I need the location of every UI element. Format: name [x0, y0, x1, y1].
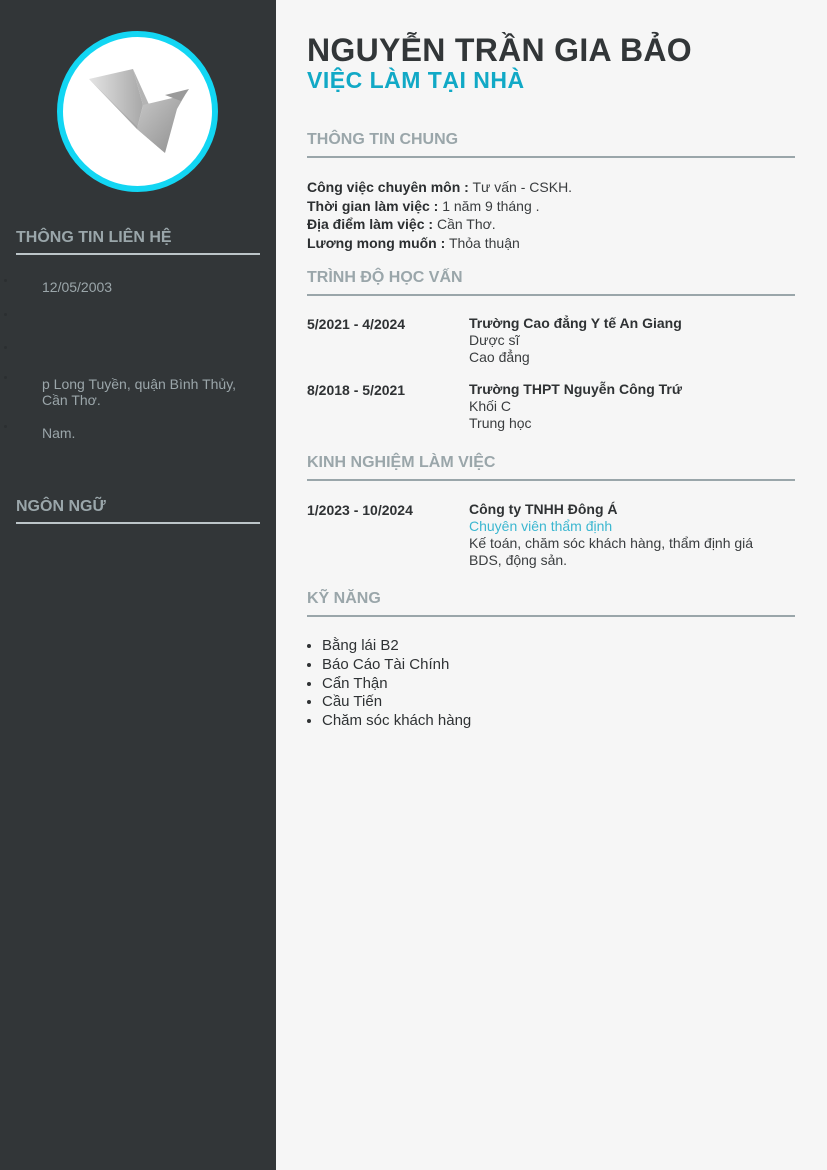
experience-date: 1/2023 - 10/2024	[307, 502, 413, 518]
info-value: Tư vấn - CSKH.	[472, 179, 573, 195]
bullet-dot	[4, 279, 7, 282]
candidate-name: NGUYỄN TRẦN GIA BẢO	[307, 32, 692, 68]
info-label: Lương mong muốn :	[307, 235, 446, 251]
info-row	[307, 197, 540, 215]
education-heading: TRÌNH ĐỘ HỌC VẤN	[307, 269, 795, 296]
general-info-heading: THÔNG TIN CHUNG	[307, 131, 795, 158]
job-role: Chuyên viên thẩm định	[469, 518, 613, 534]
info-row	[307, 215, 496, 233]
education-major: Dược sĩ	[469, 332, 520, 348]
experience-entry	[469, 501, 789, 569]
origami-bird-icon	[81, 65, 191, 165]
job-description: Kế toán, chăm sóc khách hàng, thẩm định giá BDS, động sản.	[469, 535, 754, 568]
bullet-dot	[4, 346, 7, 349]
info-value: 1 năm 9 tháng .	[442, 198, 540, 214]
education-major: Khối C	[469, 398, 512, 414]
education-entry	[469, 381, 789, 432]
skills-list	[322, 637, 471, 731]
info-row	[307, 234, 520, 252]
bullet-dot	[4, 425, 7, 428]
experience-heading: KINH NGHIỆM LÀM VIỆC	[307, 454, 795, 481]
education-date: 5/2021 - 4/2024	[307, 316, 406, 332]
birthdate-text: 12/05/2003	[42, 279, 113, 295]
skills-heading: KỸ NĂNG	[307, 590, 795, 617]
list-item: • Cầu Tiến	[322, 693, 471, 712]
company-name: Công ty TNHH Đông Á	[469, 501, 618, 517]
list-item: • Bằng lái B2	[322, 637, 471, 656]
avatar	[57, 31, 218, 192]
bullet-dot	[4, 313, 7, 316]
info-row	[307, 178, 572, 196]
info-label: Thời gian làm việc :	[307, 198, 439, 214]
list-item: • Chăm sóc khách hàng	[322, 712, 471, 731]
education-level: Trung học	[469, 415, 532, 431]
school-name: Trường Cao đẳng Y tế An Giang	[469, 315, 682, 331]
list-item: • Cẩn Thận	[322, 675, 471, 694]
sidebar	[0, 0, 276, 1170]
job-title: VIỆC LÀM TẠI NHÀ	[307, 67, 525, 93]
info-label: Địa điểm làm việc :	[307, 216, 434, 232]
main-content	[276, 0, 827, 1170]
education-level: Cao đẳng	[469, 349, 530, 365]
contact-heading: THÔNG TIN LIÊN HỆ	[16, 229, 260, 255]
education-entry	[469, 315, 789, 366]
bullet-dot	[4, 376, 7, 379]
list-item: • Báo Cáo Tài Chính	[322, 656, 471, 675]
language-heading: NGÔN NGỮ	[16, 498, 260, 524]
education-date: 8/2018 - 5/2021	[307, 382, 406, 398]
info-label: Công việc chuyên môn :	[307, 179, 469, 195]
school-name: Trường THPT Nguyễn Công Trứ	[469, 381, 683, 397]
info-value: Cần Thơ.	[436, 216, 496, 232]
address-text: p Long Tuyền, quận Bình Thủy, Cần Thơ.	[42, 376, 237, 408]
gender-text: Nam.	[42, 425, 76, 441]
info-value: Thỏa thuận	[448, 235, 520, 251]
